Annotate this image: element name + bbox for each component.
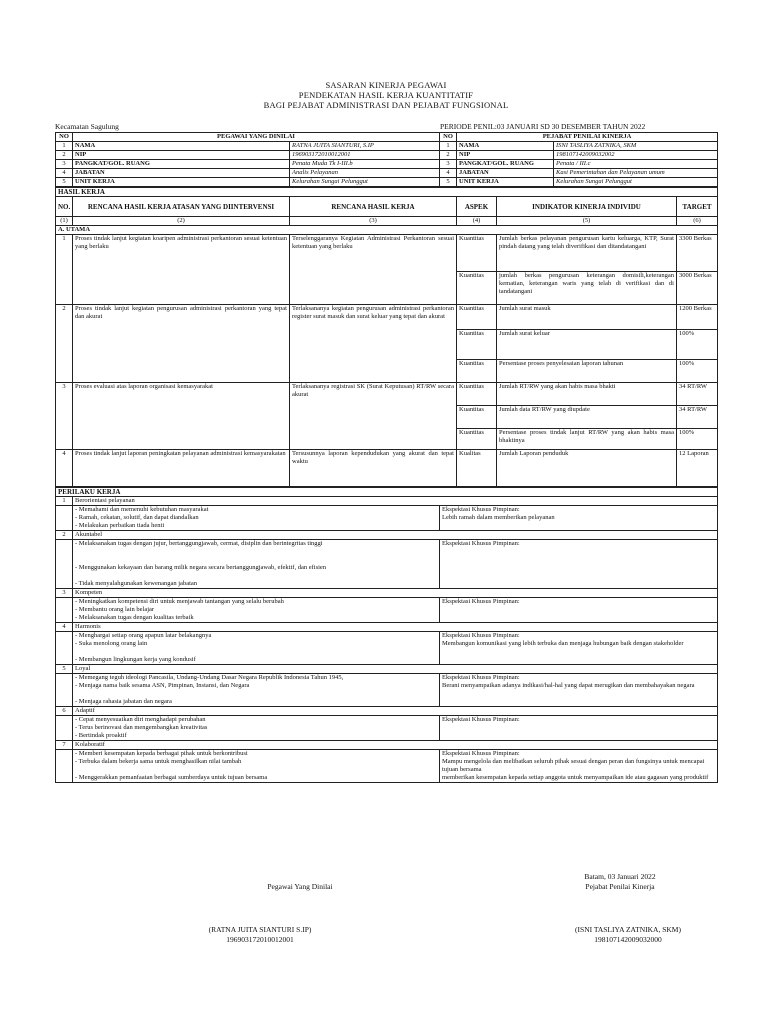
col-number: (2) <box>73 217 290 226</box>
perilaku-section-row <box>56 488 718 497</box>
perilaku-title-row <box>56 623 718 632</box>
appraiser-value: ISNI TASLIYA ZATNIKA, SKM <box>554 142 718 151</box>
ekspektasi-text: memberikan kesempatan kepada setiap anggota untuk menyampaikan ide atau gagasan yang produktif <box>442 774 709 781</box>
perilaku-point: - Tidak menyalahgunakan kewenangan jabatan <box>75 580 198 587</box>
perilaku-point <box>75 648 437 656</box>
ekspektasi-cell <box>440 632 718 665</box>
hasil-kerja-no: 2 <box>56 305 73 383</box>
identity-row <box>56 178 718 187</box>
target-text: 100% <box>677 330 718 360</box>
appraisee-value: Penata Muda Tk I-III.b <box>290 160 440 169</box>
perilaku-no: 4 <box>56 623 73 632</box>
hasil-kerja-row <box>56 235 718 272</box>
indikator-text: Jumlah data RT/RW yang diupdate <box>497 406 677 429</box>
hasil-kerja-section-label: HASIL KERJA <box>56 188 718 197</box>
perilaku-point: - Terus berinovasi dan mengembangkan kreativitas <box>75 724 208 731</box>
right-signature-block <box>528 925 728 945</box>
perilaku-point: - Menjaga nama baik sesama ASN, Pimpinan, Instansi, dan Negara <box>75 682 250 689</box>
identity-field-label-right: NIP <box>457 151 554 160</box>
aspek-text: Kuantitas <box>457 406 497 429</box>
identity-row <box>56 169 718 178</box>
perilaku-detail-row <box>56 632 718 665</box>
hasil-kerja-no: 1 <box>56 235 73 305</box>
identity-row-no: 4 <box>56 169 73 178</box>
identity-row-no: 2 <box>56 151 73 160</box>
identity-no-header-right: NO <box>440 133 457 142</box>
right-signer-nip: 198107142009032000 <box>594 935 662 944</box>
perilaku-detail-row <box>56 750 718 783</box>
title-line-3: BAGI PEJABAT ADMINISTRASI DAN PEJABAT FUNGSIONAL <box>263 100 509 110</box>
identity-field-label: NAMA <box>73 142 290 151</box>
ekspektasi-label: Ekspektasi Khusus Pimpinan: <box>442 716 520 723</box>
identity-field-label: UNIT KERJA <box>73 178 290 187</box>
perilaku-no: 6 <box>56 707 73 716</box>
rhk-text: Terselenggaranya Kegiatan Administrasi Perkantoran sesuai ketentuan yang berlaku <box>290 235 457 305</box>
rhk-text: Terlaksananya kegiatan pengurusan administrasi perkantoran register surat masuk dan surat keluar yang tepat dan akurat <box>290 305 457 383</box>
left-signer-nip: 196903172010012001 <box>226 935 294 944</box>
perilaku-point <box>75 766 437 774</box>
target-text: 1200 Berkas <box>677 305 718 330</box>
ekspektasi-cell <box>440 674 718 707</box>
perilaku-no-spacer <box>56 674 73 707</box>
perilaku-title: Kompeten <box>73 589 718 598</box>
perilaku-point <box>75 572 437 580</box>
appraisee-value: RATNA JUITA SIANTURI, S.IP <box>290 142 440 151</box>
indikator-text: Jumlah RT/RW yang akan habis masa bhakti <box>497 383 677 406</box>
ekspektasi-text: Berani menyampaikan adanya indikasi/hal-hal yang dapat merugikan dan membahayakan negara <box>442 682 695 689</box>
ekspektasi-text: Lebih ramah dalam memberikan pelayanan <box>442 514 555 521</box>
identity-row-no: 3 <box>56 160 73 169</box>
perilaku-points <box>73 540 440 589</box>
aspek-text: Kuantitas <box>457 272 497 305</box>
appraisee-value: Kelurahan Sungai Pelunggut <box>290 178 440 187</box>
perilaku-title-row <box>56 665 718 674</box>
perilaku-point: - Melakukan perbaikan tiada henti <box>75 522 165 529</box>
ekspektasi-label: Ekspektasi Khusus Pimpinan: <box>442 598 520 605</box>
col-number: (3) <box>290 217 457 226</box>
perilaku-point: - Melaksanakan tugas dengan kualitas terbaik <box>75 614 194 621</box>
right-signer-title: Pejabat Penilai Kinerja <box>585 882 655 891</box>
skp-document <box>55 80 717 783</box>
unit-label: Kecamatan Sagulung <box>55 122 119 131</box>
document-meta <box>55 120 717 132</box>
perilaku-point: - Memegang teguh ideologi Pancasila, Undang-Undang Dasar Negara Republik Indonesia Tahun 1945, <box>75 674 344 681</box>
perilaku-no: 5 <box>56 665 73 674</box>
col-number: (5) <box>497 217 677 226</box>
ekspektasi-label: Ekspektasi Khusus Pimpinan: <box>442 750 520 757</box>
left-signer-name: (RATNA JUITA SIANTURI S.IP) <box>208 925 312 934</box>
ekspektasi-label: Ekspektasi Khusus Pimpinan: <box>442 506 520 513</box>
identity-left-header: PEGAWAI YANG DINILAI <box>73 133 440 142</box>
perilaku-title-row <box>56 741 718 750</box>
title-line-2: PENDEKATAN HASIL KERJA KUANTITATIF <box>298 90 474 100</box>
col-aspek-header: ASPEK <box>457 197 497 217</box>
column-number-row <box>56 217 718 226</box>
perilaku-points <box>73 750 440 783</box>
identity-row-no-right: 1 <box>440 142 457 151</box>
perilaku-point: - Melaksanakan tugas dengan jujur, bertanggungjawab, cermat, disiplin dan berintegritas tinggi <box>75 540 323 547</box>
rhk-text: Tersusunnya laporan kependudukan yang akurat dan tepat waktu <box>290 450 457 487</box>
group-label: A. UTAMA <box>56 226 718 235</box>
perilaku-point: - Menggunakan kekayaan dan barang milik negara secara bertanggungjawab, efektif, dan efisien <box>75 564 327 571</box>
perilaku-title: Loyal <box>73 665 718 674</box>
perilaku-no: 1 <box>56 497 73 506</box>
perilaku-point: - Meningkatkan kompetensi diri untuk menjawab tantangan yang selalu berubah <box>75 598 284 605</box>
ekspektasi-cell <box>440 598 718 623</box>
hasil-kerja-no: 4 <box>56 450 73 487</box>
identity-table <box>55 132 718 187</box>
appraisee-value: Analis Pelayanan <box>290 169 440 178</box>
group-row <box>56 226 718 235</box>
ekspektasi-label: Ekspektasi Khusus Pimpinan: <box>442 674 520 681</box>
perilaku-detail-row <box>56 540 718 589</box>
identity-row-no-right: 2 <box>440 151 457 160</box>
identity-row-no-right: 3 <box>440 160 457 169</box>
perilaku-title: Adaptif <box>73 707 718 716</box>
rhk-atasan-text: Proses tindak lanjut kegiatan pengurusan administrasi perkantoran yang tepat dan akurat <box>73 305 290 383</box>
aspek-text: Kuantitas <box>457 429 497 450</box>
col-target-header: TARGET <box>677 197 718 217</box>
perilaku-point: - Ramah, cekatan, solutif, dan dapat diandalkan <box>75 514 199 521</box>
col-number: (6) <box>677 217 718 226</box>
rhk-atasan-text: Proses tindak lanjut laporan peningkatan pelayanan administrasi kemasyarakatan <box>73 450 290 487</box>
target-text: 34 RT/RW <box>677 406 718 429</box>
col-rhk-atasan-header: RENCANA HASIL KERJA ATASAN YANG DIINTERVENSI <box>73 197 290 217</box>
perilaku-title: Harmonis <box>73 623 718 632</box>
perilaku-title: Kolaboratif <box>73 741 718 750</box>
perilaku-section-label: PERILAKU KERJA <box>56 488 718 497</box>
appraiser-value: Kasi Pemerintahan dan Pelayanan umum <box>554 169 718 178</box>
perilaku-points <box>73 506 440 531</box>
perilaku-point <box>75 690 437 698</box>
indikator-text: Jumlah berkas pelayanan pengurusan kartu keluarga, KTP, Surat pindah datang yang telah diverifikasi dan ditandatangani <box>497 235 677 272</box>
identity-row <box>56 151 718 160</box>
place-date: Batam, 03 Januari 2022 <box>584 872 656 881</box>
perilaku-no-spacer <box>56 632 73 665</box>
document-title <box>55 80 717 110</box>
perilaku-point: - Menjaga rahasia jabatan dan negara <box>75 698 172 705</box>
appraisee-value: 196903172010012001 <box>290 151 440 160</box>
rhk-atasan-text: Proses evaluasi atas laporan organisasi kemasyarakat <box>73 383 290 450</box>
perilaku-no-spacer <box>56 716 73 741</box>
identity-field-label-right: PANGKAT/GOL. RUANG <box>457 160 554 169</box>
perilaku-points <box>73 598 440 623</box>
aspek-text: Kuantitas <box>457 305 497 330</box>
perilaku-point: - Memahami dan memenuhi kebutuhan masyarakat <box>75 506 209 513</box>
right-signer-name: (ISNI TASLIYA ZATNIKA, SKM) <box>575 925 681 934</box>
target-text: 34 RT/RW <box>677 383 718 406</box>
ekspektasi-text: Membangun komunikasi yang lebih terbuka dan menjaga hubungan baik dengan stakeholder <box>442 640 684 647</box>
perilaku-kerja-body <box>56 488 718 783</box>
perilaku-point: - Suka menolong orang lain <box>75 640 148 647</box>
hasil-kerja-row <box>56 450 718 487</box>
identity-no-header: NO <box>56 133 73 142</box>
ekspektasi-cell <box>440 716 718 741</box>
period-label: PERIODE PENIL:03 JANUARI SD 30 DESEMBER TAHUN 2022 <box>440 122 646 131</box>
identity-row <box>56 160 718 169</box>
identity-field-label-right: UNIT KERJA <box>457 178 554 187</box>
identity-field-label-right: NAMA <box>457 142 554 151</box>
perilaku-point: - Terbuka dalam bekerja sama untuk menghasilkan nilai tambah <box>75 758 242 765</box>
perilaku-points <box>73 716 440 741</box>
col-number: (1) <box>56 217 73 226</box>
aspek-text: Kuantitas <box>457 383 497 406</box>
identity-field-label: NIP <box>73 151 290 160</box>
indikator-text: Jumlah Laporan penduduk <box>497 450 677 487</box>
aspek-text: Kuantitas <box>457 235 497 272</box>
rhk-atasan-text: Proses tindak lanjut kegiatan koaripen administrasi perkantoran sesuai ketentuan yang berlaku <box>73 235 290 305</box>
perilaku-detail-row <box>56 674 718 707</box>
hasil-kerja-table <box>55 187 718 487</box>
hasil-kerja-body <box>56 188 718 487</box>
ekspektasi-label: Ekspektasi Khusus Pimpinan: <box>442 540 520 547</box>
identity-body <box>56 133 718 187</box>
identity-right-header: PEJABAT PENILAI KINERJA <box>457 133 718 142</box>
perilaku-detail-row <box>56 506 718 531</box>
indikator-text: Persentase proses penyelesaian laporan tahunan <box>497 360 677 383</box>
identity-row <box>56 142 718 151</box>
hasil-kerja-section-row <box>56 188 718 197</box>
indikator-text: Persentase proses tindak lanjut RT/RW yang akan habis masa bhaktinya <box>497 429 677 450</box>
appraiser-value: Kelurahan Sungai Pelunggut <box>554 178 718 187</box>
ekspektasi-cell <box>440 540 718 589</box>
indikator-text: jumlah berkas pengurusan keterangan domisili,keterangan kematian, keterangan waris yang telah di verifikasi dan di tandatangani <box>497 272 677 305</box>
target-text: 100% <box>677 429 718 450</box>
hasil-kerja-row <box>56 305 718 330</box>
perilaku-title-row <box>56 707 718 716</box>
perilaku-no-spacer <box>56 750 73 783</box>
target-text: 100% <box>677 360 718 383</box>
perilaku-no: 3 <box>56 589 73 598</box>
ekspektasi-text: Mampu mengelola dan melibatkan seluruh pihak sesuai dengan peran dan fungsinya untuk mencapai tujuan bersama <box>442 758 705 773</box>
perilaku-detail-row <box>56 716 718 741</box>
identity-row-no: 5 <box>56 178 73 187</box>
left-signature-block <box>160 925 360 945</box>
perilaku-points <box>73 632 440 665</box>
target-text: 3300 Berkas <box>677 235 718 272</box>
identity-field-label: JABATAN <box>73 169 290 178</box>
rhk-text: Terlaksananya registrasi SK (Surat Keputusan) RT/RW secara akurat <box>290 383 457 450</box>
col-number: (4) <box>457 217 497 226</box>
col-no-header: NO. <box>56 197 73 217</box>
target-text: 12 Laporan <box>677 450 718 487</box>
hasil-kerja-no: 3 <box>56 383 73 450</box>
identity-row-no-right: 5 <box>440 178 457 187</box>
identity-header-row <box>56 133 718 142</box>
identity-row-no: 1 <box>56 142 73 151</box>
perilaku-point: - Memberi kesempatan kepada berbagai pihak untuk berkontribusi <box>75 750 248 757</box>
perilaku-title-row <box>56 497 718 506</box>
perilaku-point: - Membantu orang lain belajar <box>75 606 155 613</box>
indikator-text: Jumlah surat keluar <box>497 330 677 360</box>
col-indikator-header: INDIKATOR KINERJA INDIVIDU <box>497 197 677 217</box>
perilaku-kerja-table <box>55 487 718 783</box>
appraiser-value: Penata / III.c <box>554 160 718 169</box>
perilaku-points <box>73 674 440 707</box>
identity-row-no-right: 4 <box>440 169 457 178</box>
perilaku-point: - Cepat menyesuaikan diri menghadapi perubahan <box>75 716 206 723</box>
appraiser-value: 198107142009032002 <box>554 151 718 160</box>
title-line-1: SASARAN KINERJA PEGAWAI <box>325 80 447 90</box>
perilaku-point: - Menghargai setiap orang apapun latar belakangnya <box>75 632 212 639</box>
perilaku-point <box>75 556 437 564</box>
perilaku-title-row <box>56 589 718 598</box>
identity-field-label-right: JABATAN <box>457 169 554 178</box>
hasil-kerja-header-row <box>56 197 718 217</box>
perilaku-no-spacer <box>56 598 73 623</box>
hasil-kerja-row <box>56 383 718 406</box>
ekspektasi-cell <box>440 506 718 531</box>
aspek-text: Kuantitas <box>457 330 497 360</box>
col-rhk-header: RENCANA HASIL KERJA <box>290 197 457 217</box>
signature-date-block <box>550 872 690 892</box>
perilaku-point <box>75 548 437 556</box>
identity-field-label: PANGKAT/GOL. RUANG <box>73 160 290 169</box>
perilaku-no-spacer <box>56 540 73 589</box>
perilaku-point: - Membangun lingkungan kerja yang kondusif <box>75 656 196 663</box>
perilaku-title-row <box>56 531 718 540</box>
ekspektasi-cell <box>440 750 718 783</box>
perilaku-no: 2 <box>56 531 73 540</box>
target-text: 3000 Berkas <box>677 272 718 305</box>
indikator-text: Jumlah surat masuk <box>497 305 677 330</box>
perilaku-point: - Bertindak proaktif <box>75 732 127 739</box>
perilaku-detail-row <box>56 598 718 623</box>
perilaku-no: 7 <box>56 741 73 750</box>
aspek-text: Kualitas <box>457 450 497 487</box>
aspek-text: Kuantitas <box>457 360 497 383</box>
perilaku-point: - Menggerakkan pemanfaatan berbagai sumberdaya untuk tujuan bersama <box>75 774 268 781</box>
perilaku-title: Berorientasi pelayanan <box>73 497 718 506</box>
ekspektasi-label: Ekspektasi Khusus Pimpinan: <box>442 632 520 639</box>
perilaku-title: Akuntabel <box>73 531 718 540</box>
left-signer-title: Pegawai Yang Dinilai <box>267 882 333 891</box>
perilaku-no-spacer <box>56 506 73 531</box>
